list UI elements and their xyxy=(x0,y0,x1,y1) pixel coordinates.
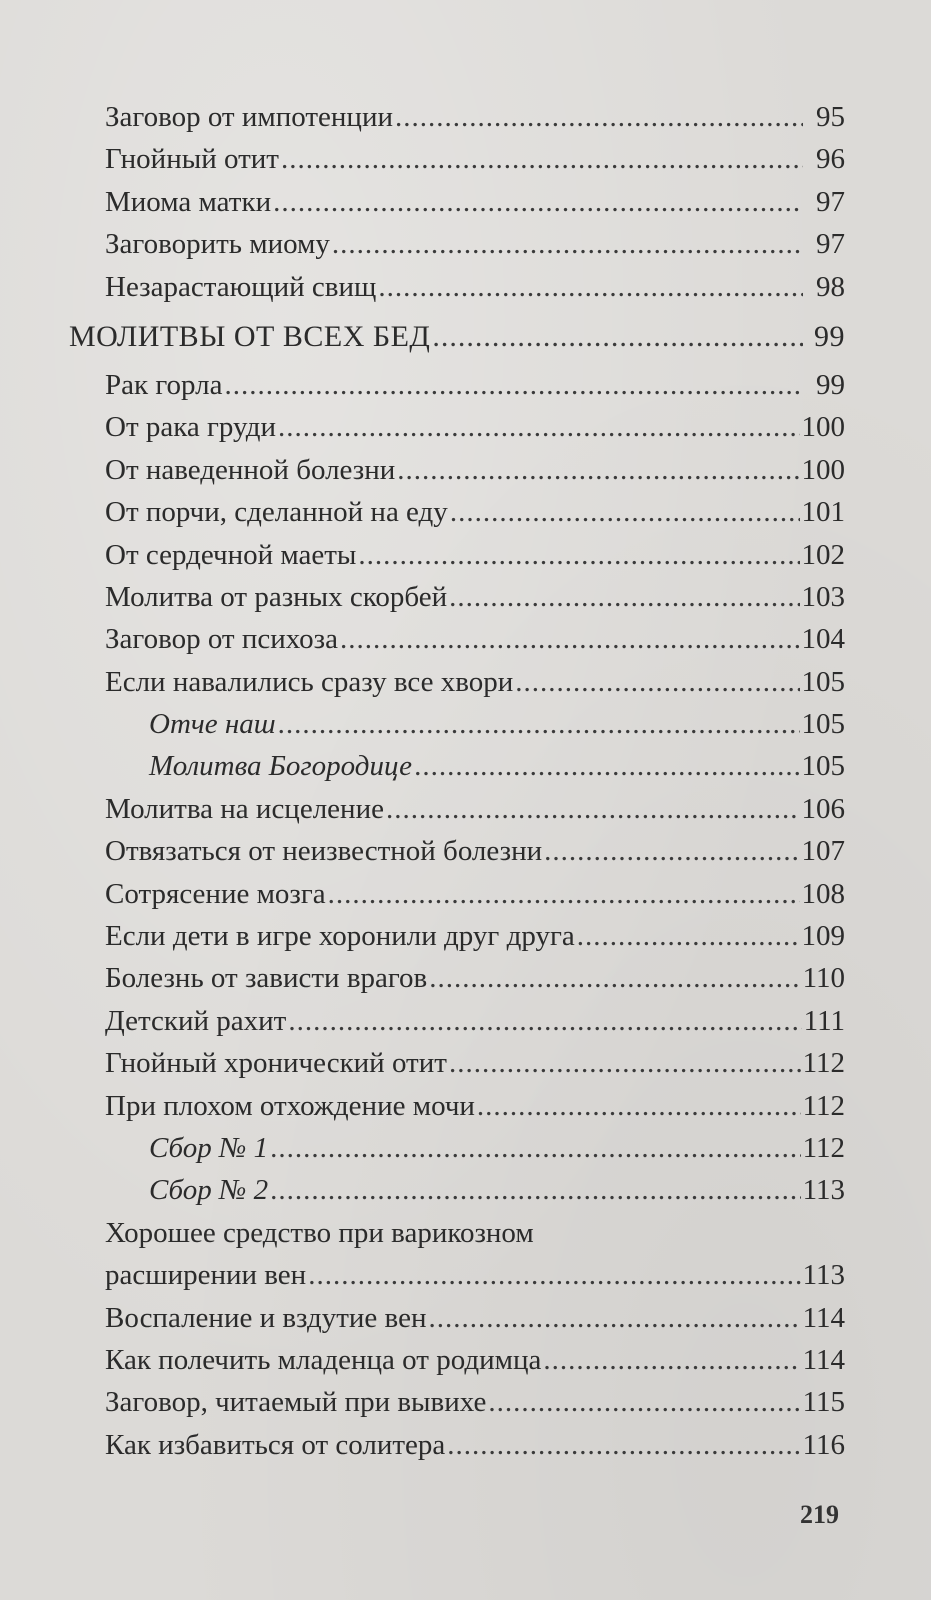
toc-entry-page: 113 xyxy=(802,1259,845,1292)
toc-entry-title: Рак горла xyxy=(105,368,223,401)
toc-entry-title: Хорошее средство при варикозном xyxy=(105,1216,534,1249)
toc-entry-page: 102 xyxy=(801,538,845,571)
toc-entry-title: МОЛИТВЫ ОТ ВСЕХ БЕД xyxy=(69,319,431,353)
toc-entry xyxy=(105,957,845,999)
toc-entry-title: Гнойный отит xyxy=(105,143,279,176)
toc-entry-page: 105 xyxy=(801,708,845,741)
toc-entry-title: Если дети в игре хоронили друг друга xyxy=(105,920,575,953)
dot-leader xyxy=(270,1127,800,1169)
toc-entry-page: 106 xyxy=(801,792,845,825)
toc-entry xyxy=(105,915,845,957)
toc-entry-title: При плохом отхождение мочи xyxy=(105,1089,475,1122)
toc-entry xyxy=(105,491,845,533)
toc-entry-title: Заговорить миому xyxy=(105,228,330,261)
dot-leader xyxy=(273,181,803,223)
toc-entry-title: Заговор от импотенции xyxy=(105,101,393,133)
toc-entry xyxy=(105,1042,845,1084)
toc-entry xyxy=(105,1169,845,1211)
toc-entry-page: 109 xyxy=(801,920,845,953)
toc-entry-title: Как полечить младенца от родимца xyxy=(105,1343,542,1376)
toc-entry-page: 95 xyxy=(816,101,845,133)
toc-entry-page: 98 xyxy=(816,270,845,303)
toc-entry-title: Если навалились сразу все хвори xyxy=(105,665,514,698)
dot-leader xyxy=(397,449,799,491)
toc-entry xyxy=(105,266,845,308)
toc-entry-page: 107 xyxy=(801,835,845,868)
toc-entry-page: 110 xyxy=(802,962,845,995)
toc-entry-title: От наведенной болезни xyxy=(105,453,396,486)
dot-leader xyxy=(447,1424,800,1466)
toc-entry xyxy=(105,449,845,491)
toc-entry xyxy=(105,1212,845,1254)
toc-entry xyxy=(105,1339,845,1381)
toc-entry xyxy=(105,1000,845,1042)
toc-entry-title: От сердечной маеты xyxy=(105,538,357,571)
toc-entry xyxy=(105,873,845,915)
toc-entry-title: Воспаление и вздутие вен xyxy=(105,1301,427,1334)
toc-entry-page: 112 xyxy=(802,1089,845,1122)
dot-leader xyxy=(386,788,800,830)
toc-entry-title: Гнойный хронический отит xyxy=(105,1047,447,1080)
toc-entry xyxy=(105,618,845,660)
dot-leader xyxy=(477,1085,801,1127)
toc-entry-page: 99 xyxy=(816,368,845,401)
toc-entry-page: 115 xyxy=(802,1386,845,1419)
toc-entry-title: Сбор № 1 xyxy=(149,1131,269,1164)
dot-leader xyxy=(288,1000,801,1042)
dot-leader xyxy=(449,1042,801,1084)
toc-entry-title: Отче наш xyxy=(149,708,276,741)
toc-entry xyxy=(105,1424,845,1466)
toc-entry xyxy=(105,534,845,576)
toc-entry-page: 100 xyxy=(801,453,845,486)
toc-entry-title: Как избавиться от солитера xyxy=(105,1428,446,1461)
toc-entry xyxy=(105,830,845,872)
dot-leader xyxy=(414,745,799,787)
toc-entry-page: 103 xyxy=(801,580,845,613)
dot-leader xyxy=(515,661,799,703)
toc-entry xyxy=(105,788,845,830)
toc-entry-title: Заговор от психоза xyxy=(105,623,338,656)
toc-entry xyxy=(105,138,845,180)
dot-leader xyxy=(429,957,800,999)
toc-entry-title: Заговор, читаемый при вывихе xyxy=(105,1386,487,1419)
toc-entry xyxy=(105,1297,845,1339)
toc-entry xyxy=(105,181,845,223)
dot-leader xyxy=(428,1297,800,1339)
toc-entry xyxy=(105,576,845,618)
toc-entry xyxy=(105,1085,845,1127)
toc-entry xyxy=(105,1254,845,1296)
toc-entry-title: Молитва от разных скорбей xyxy=(105,580,448,613)
toc-entry-page: 104 xyxy=(801,623,845,656)
table-of-contents xyxy=(69,96,845,1466)
dot-leader xyxy=(432,312,803,362)
toc-entry-page: 105 xyxy=(801,665,845,698)
dot-leader xyxy=(488,1381,800,1423)
toc-entry xyxy=(105,1381,845,1423)
dot-leader xyxy=(332,223,803,265)
dot-leader xyxy=(224,364,803,406)
toc-entry-page: 116 xyxy=(802,1428,845,1461)
dot-leader xyxy=(378,266,803,308)
toc-entry-title: Сбор № 2 xyxy=(149,1174,269,1207)
dot-leader xyxy=(450,491,800,533)
toc-entry-page: 97 xyxy=(816,228,845,261)
toc-entry-page: 100 xyxy=(801,411,845,444)
dot-leader xyxy=(395,96,803,138)
toc-entry-title: Отвязаться от неизвестной болезни xyxy=(105,835,543,868)
toc-entry-title: Сотрясение мозга xyxy=(105,877,326,910)
toc-entry-page: 101 xyxy=(801,496,845,529)
dot-leader xyxy=(577,915,800,957)
toc-entry-title: расширении вен xyxy=(105,1259,307,1292)
toc-entry-page: 108 xyxy=(801,877,845,910)
toc-entry-title: Миома матки xyxy=(105,185,272,218)
dot-leader xyxy=(278,703,800,745)
toc-entry xyxy=(105,223,845,265)
toc-entry xyxy=(105,364,845,406)
toc-entry xyxy=(105,745,845,787)
toc-entry-title: От рака груди xyxy=(105,411,276,444)
dot-leader xyxy=(270,1169,800,1211)
toc-entry-title: Детский рахит xyxy=(105,1004,287,1037)
toc-entry-page: 112 xyxy=(802,1047,845,1080)
toc-entry-page: 114 xyxy=(802,1301,845,1334)
toc-entry-page: 97 xyxy=(816,185,845,218)
toc-entry xyxy=(105,703,845,745)
toc-entry-page: 99 xyxy=(814,319,845,353)
dot-leader xyxy=(328,873,800,915)
toc-entry-title: Молитва Богородице xyxy=(149,750,413,783)
toc-entry-page: 114 xyxy=(802,1343,845,1376)
toc-entry-title: Болезнь от зависти врагов xyxy=(105,962,428,995)
dot-leader xyxy=(308,1254,800,1296)
toc-entry xyxy=(105,661,845,703)
toc-entry-title: Молитва на исцеление xyxy=(105,792,384,825)
toc-entry xyxy=(105,1127,845,1169)
dot-leader xyxy=(340,618,800,660)
dot-leader xyxy=(544,830,799,872)
toc-entry xyxy=(105,406,845,448)
toc-entry-page: 96 xyxy=(816,143,845,176)
toc-entry-page: 112 xyxy=(802,1131,845,1164)
toc-entry xyxy=(105,96,845,138)
dot-leader xyxy=(543,1339,800,1381)
dot-leader xyxy=(449,576,799,618)
page-number: 219 xyxy=(800,1500,839,1529)
toc-chapter-heading xyxy=(69,312,845,362)
toc-entry-title: От порчи, сделанной на еду xyxy=(105,496,448,529)
toc-entry-title: Незарастающий свищ xyxy=(105,270,377,303)
toc-entry-page: 111 xyxy=(803,1004,845,1037)
toc-entry-page: 113 xyxy=(802,1174,845,1207)
dot-leader xyxy=(278,406,800,448)
toc-entry-page: 105 xyxy=(801,750,845,783)
dot-leader xyxy=(358,534,799,576)
dot-leader xyxy=(281,138,803,180)
